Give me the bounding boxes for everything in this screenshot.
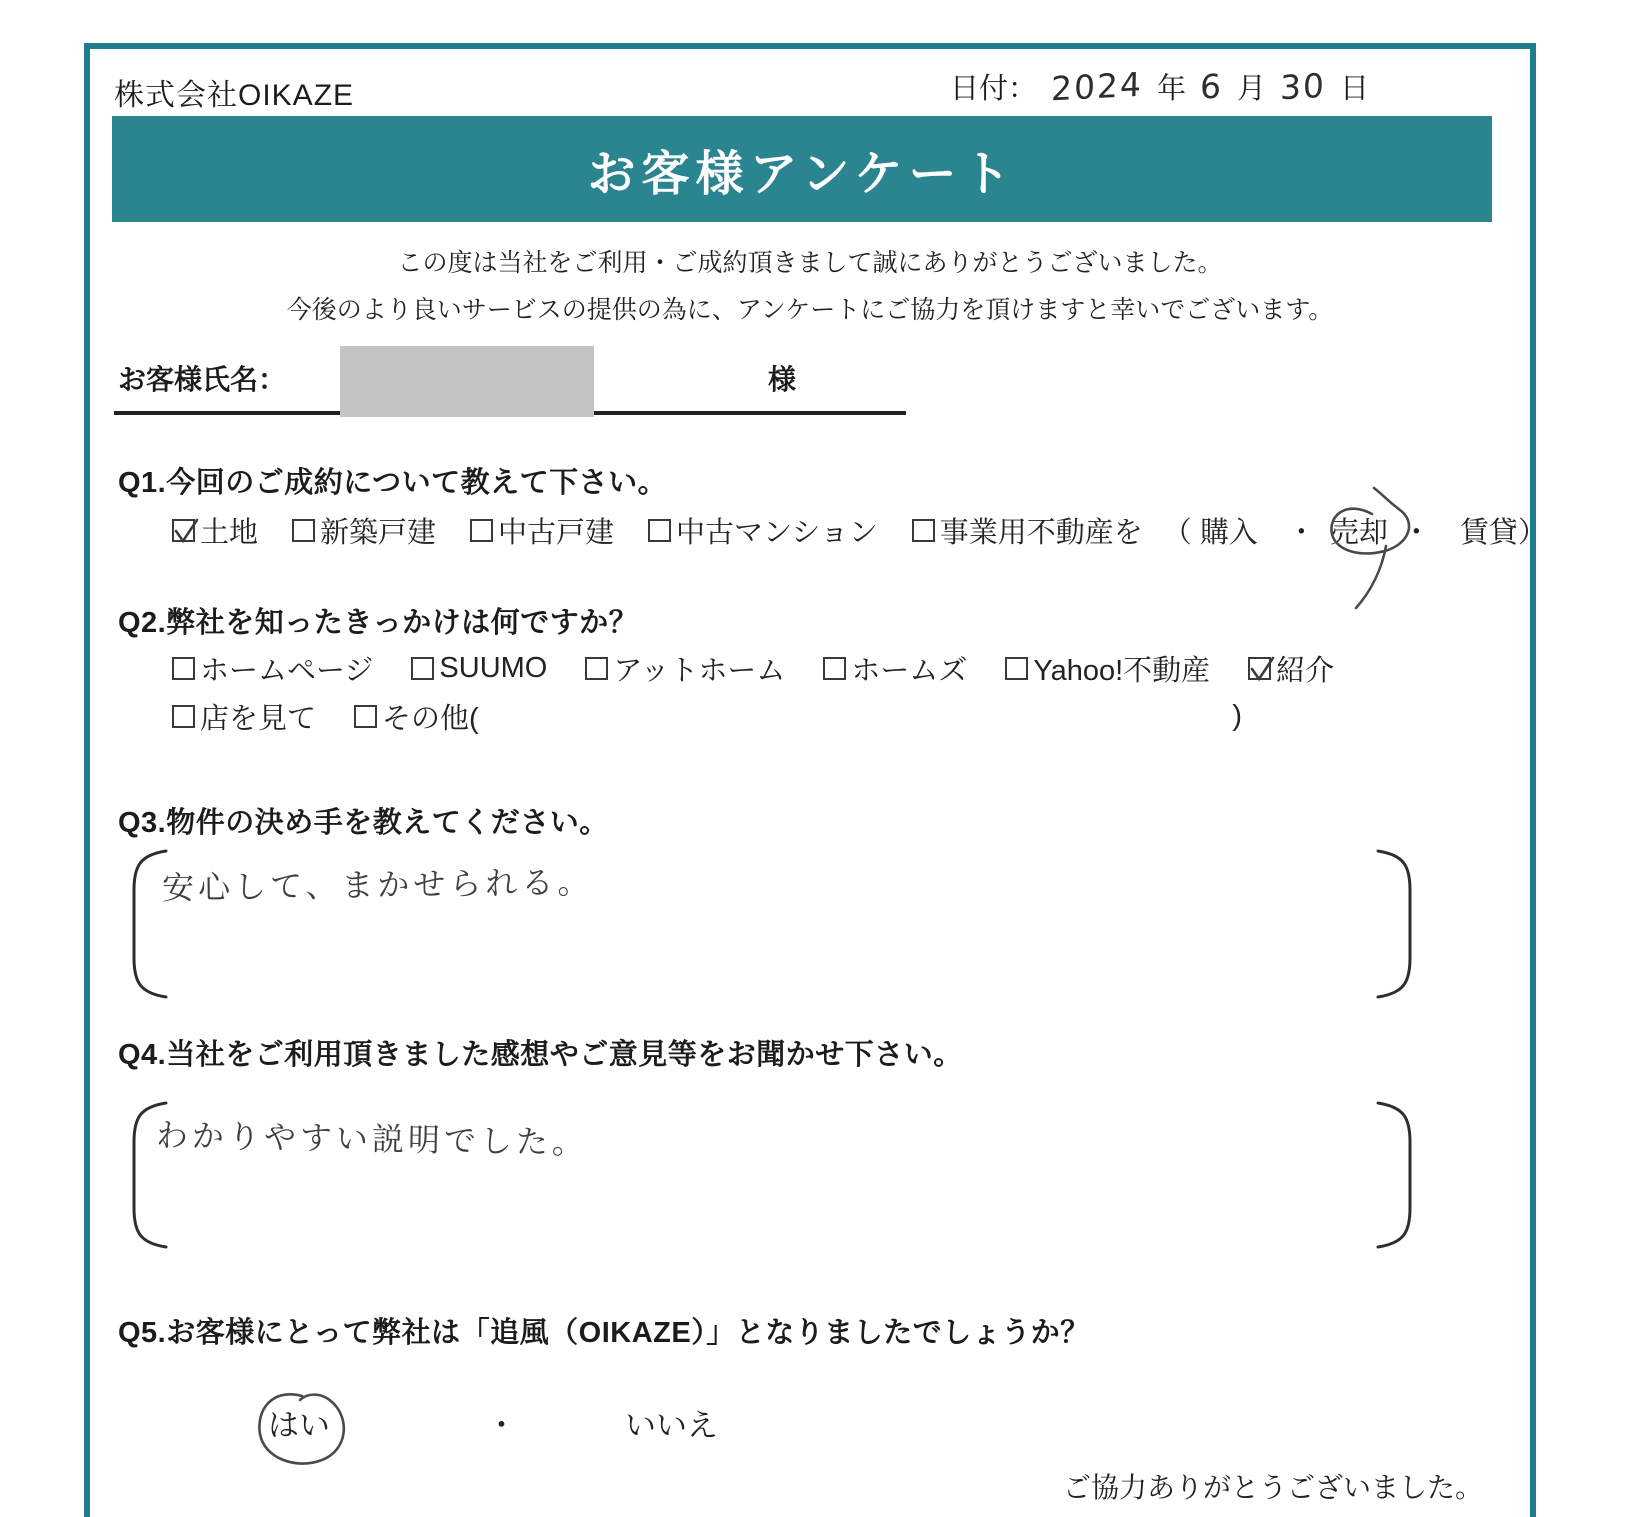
q2-option-suumo[interactable] xyxy=(411,652,547,685)
date-year-handwritten[interactable]: 2024 xyxy=(1050,64,1144,109)
q2-option-mise[interactable] xyxy=(172,696,316,737)
q4-handwritten-answer[interactable]: わかりやすい説明でした。 xyxy=(155,1116,589,1162)
q5-yes-label: はい xyxy=(268,1408,330,1443)
q2-option-sonota[interactable] xyxy=(354,696,479,737)
checkbox-tochi[interactable] xyxy=(172,519,195,542)
q1-option-tochi[interactable] xyxy=(172,510,258,551)
q2-option-label: ホームズ xyxy=(851,655,968,687)
intro-line-1: この度は当社をご利用・ご成約頂きまして誠にありがとうございました。 xyxy=(397,249,1223,277)
q1-circled-baikyaku[interactable] xyxy=(1330,510,1388,551)
customer-name-label: お客様氏名： xyxy=(118,364,287,395)
q1-option-chuko-kodate[interactable] xyxy=(470,510,614,551)
checkbox-shinchiku[interactable] xyxy=(292,519,315,542)
q2-option-homepage[interactable] xyxy=(172,648,373,689)
q1-transaction-type-group xyxy=(1163,510,1547,551)
q5-answers-row xyxy=(262,1398,718,1447)
q1-option-label: 新築戸建 xyxy=(320,517,437,549)
checkbox-jigyoyo[interactable] xyxy=(912,519,935,542)
q2-option-athome[interactable] xyxy=(585,648,785,689)
q2-option-shokai[interactable] xyxy=(1248,648,1334,689)
q5-option-no[interactable]: いいえ xyxy=(625,1408,718,1443)
q1-option-label: 中古マンション xyxy=(676,517,878,549)
answer-bracket-right-icon xyxy=(1376,848,1418,1000)
q2-option-label: その他( xyxy=(382,703,479,735)
company-name: 株式会社OIKAZE xyxy=(114,79,355,112)
q2-option-label: ホームページ xyxy=(200,655,374,687)
q2-options-row-2 xyxy=(172,696,1242,737)
q1-paren-suffix: ・ 賃貸） xyxy=(1401,517,1547,549)
checkbox-homes[interactable] xyxy=(823,657,846,680)
q3-handwritten-answer[interactable]: 安心して、まかせられる。 xyxy=(161,862,594,908)
checkbox-chuko-kodate[interactable] xyxy=(470,519,493,542)
q2-option-label: Yahoo!不動産 xyxy=(1033,655,1211,687)
q5-option-yes[interactable] xyxy=(262,1398,336,1447)
checkbox-mise[interactable] xyxy=(172,705,195,728)
q5-separator-dot: ・ xyxy=(486,1408,517,1443)
answer-bracket-right-icon xyxy=(1376,1100,1418,1250)
date-row xyxy=(950,66,1369,107)
q4-heading: Q4.当社をご利用頂きました感想やご意見等をお聞かせ下さい。 xyxy=(118,1039,963,1071)
checkbox-suumo[interactable] xyxy=(411,657,434,680)
date-month-unit: 月 xyxy=(1237,73,1267,105)
title-banner xyxy=(112,116,1492,222)
handwritten-check-icon xyxy=(1248,653,1278,685)
q1-heading: Q1.今回のご成約について教えて下さい。 xyxy=(118,467,668,499)
checkbox-athome[interactable] xyxy=(585,657,608,680)
q1-option-label: 土地 xyxy=(200,517,259,549)
q3-heading: Q3.物件の決め手を教えてください。 xyxy=(118,807,609,839)
checkbox-sonota[interactable] xyxy=(354,705,377,728)
q1-paren-prefix: （ 購入 ・ xyxy=(1162,517,1316,549)
checkbox-yahoo[interactable] xyxy=(1005,657,1028,680)
date-day-unit: 日 xyxy=(1340,73,1370,105)
q2-heading: Q2.弊社を知ったきっかけは何ですか？ xyxy=(118,607,639,639)
q1-option-jigyoyo[interactable] xyxy=(912,510,1143,551)
q2-option-label: アットホーム xyxy=(613,655,786,687)
q3-answer-area[interactable] xyxy=(126,848,1418,1000)
q2-option-yahoo[interactable] xyxy=(1005,648,1210,689)
q1-options-row xyxy=(172,510,1547,551)
q1-option-label: 中古戸建 xyxy=(498,517,615,549)
honorific-label: 様 xyxy=(768,364,797,395)
date-month-handwritten[interactable]: 6 xyxy=(1199,66,1224,107)
footer-thanks: ご協力ありがとうございました。 xyxy=(1062,1472,1483,1503)
q1-option-label: 事業用不動産を xyxy=(939,517,1143,549)
q1-circled-option-label: 売却 xyxy=(1329,517,1388,549)
checkbox-chuko-mansion[interactable] xyxy=(648,519,671,542)
q2-other-close-paren: ) xyxy=(1232,700,1242,732)
q2-option-label: 紹介 xyxy=(1276,655,1335,687)
q2-option-label: 店を見て xyxy=(200,703,317,735)
q5-heading: Q5.お客様にとって弊社は「追風（OIKAZE）」となりましたでしょうか？ xyxy=(118,1317,1090,1349)
date-year-unit: 年 xyxy=(1157,73,1187,105)
page-title: お客様アンケート xyxy=(587,147,1017,201)
date-day-handwritten[interactable]: 30 xyxy=(1279,65,1327,108)
checkbox-homepage[interactable] xyxy=(172,657,195,680)
intro-line-2: 今後のより良いサービスの提供の為に、アンケートにご協力を頂けますと幸いでございます。 xyxy=(286,296,1334,324)
checkbox-shokai[interactable] xyxy=(1248,657,1271,680)
q2-option-label: SUUMO xyxy=(439,652,548,684)
q2-options-row-1 xyxy=(172,648,1334,689)
redacted-name-box[interactable] xyxy=(340,346,594,417)
q2-option-homes[interactable] xyxy=(823,648,967,689)
q1-option-shinchiku[interactable] xyxy=(292,510,436,551)
date-label: 日付： xyxy=(950,73,1038,105)
q4-answer-area[interactable] xyxy=(126,1100,1418,1250)
handwritten-check-icon xyxy=(172,515,202,547)
q1-option-chuko-mansion[interactable] xyxy=(648,510,878,551)
